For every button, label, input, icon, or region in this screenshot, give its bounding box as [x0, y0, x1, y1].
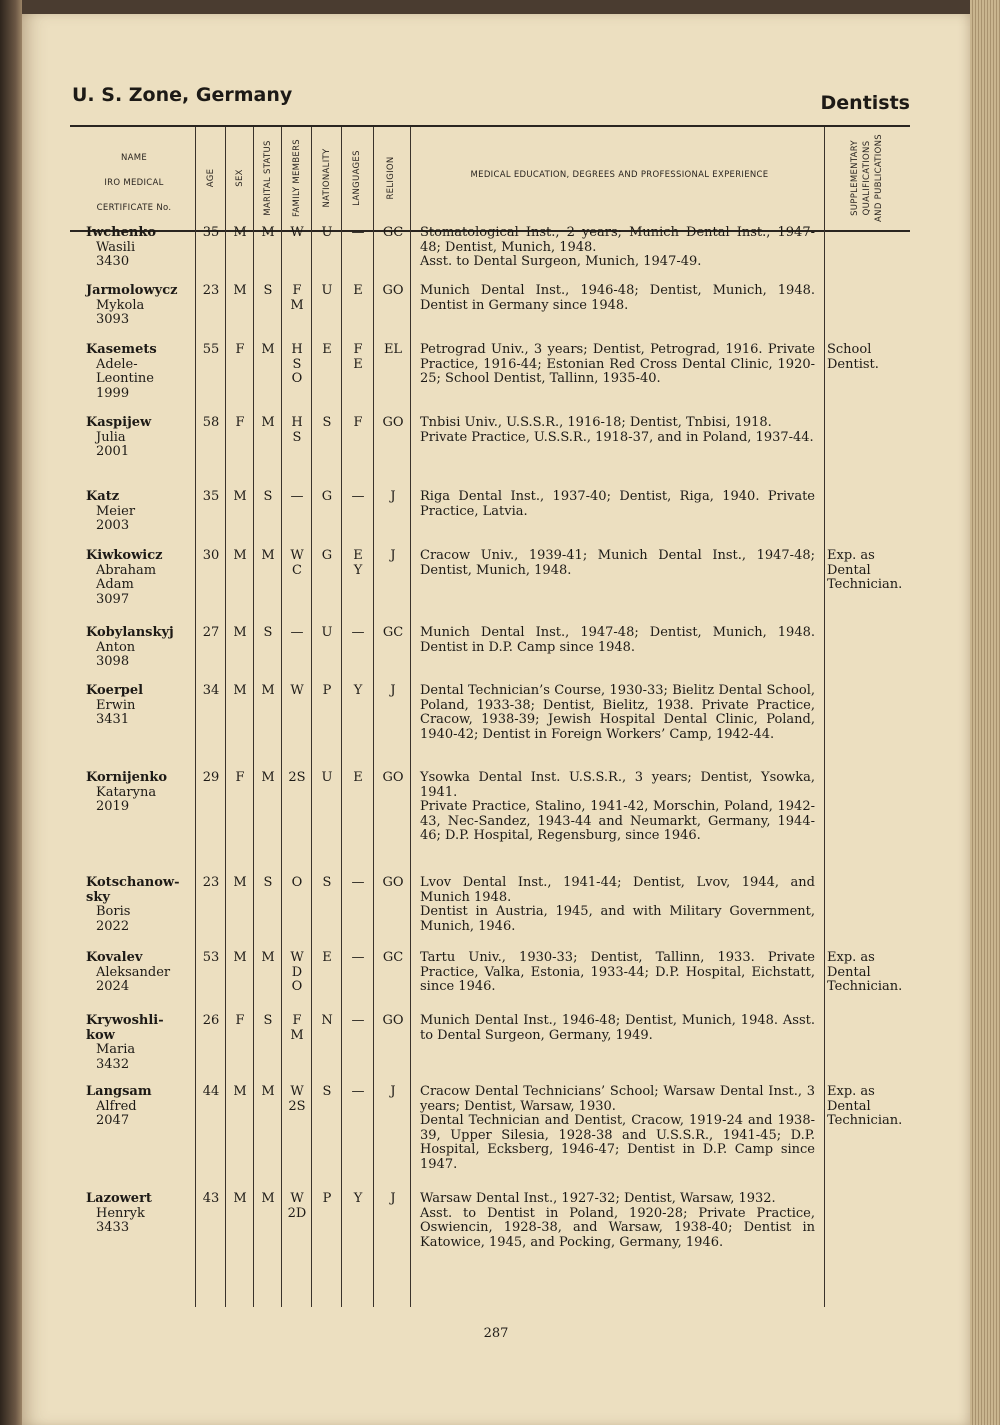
surname: Koerpel [86, 683, 144, 698]
education-paragraph: Tartu Univ., 1930-33; Dentist, Tallinn, 1933. Private Practice, Valka, Estonia, 1933-44; D.P. Hospital, Eichstatt, since 1946. [420, 950, 815, 994]
education-paragraph: Munich Dental Inst., 1947-48; Dentist, Munich, 1948. Dentist in D.P. Camp since 1948. [420, 625, 815, 655]
certificate-number: 2003 [96, 518, 130, 533]
family-code: W [290, 683, 304, 698]
cell-religion: GO [382, 283, 404, 298]
supplementary-line: Dentist. [827, 356, 879, 372]
cell-supplementary [827, 549, 917, 593]
surname: Langsam [86, 1084, 152, 1099]
given-name: Julia [96, 429, 126, 445]
given-name: Maria [96, 1042, 136, 1057]
cell-age: 34 [202, 683, 220, 698]
cell-family [283, 284, 311, 313]
education-paragraph: Munich Dental Inst., 1946-48; Dentist, Munich, 1948. Dentist in Germany since 1948. [420, 283, 815, 313]
cell-education [420, 684, 815, 742]
cell-age: 30 [202, 548, 220, 563]
cell-languages [343, 284, 373, 299]
family-code: S [292, 356, 302, 372]
cell-languages [343, 684, 373, 699]
cell-supplementary [827, 1085, 917, 1129]
cell-religion: J [390, 1191, 396, 1206]
surname: Kornijenko [86, 770, 168, 785]
surname: Kotschanow- [86, 875, 180, 890]
supplementary-line: Exp. as [827, 1084, 875, 1099]
cell-family [283, 416, 311, 445]
certificate-number: 3093 [96, 312, 130, 327]
column-header-family-members: FAMILY MEMBERS [292, 139, 302, 218]
cell-marital: M [261, 548, 275, 563]
languages-code: — [351, 489, 365, 504]
certificate-number: 2019 [96, 799, 130, 814]
family-code: O [291, 875, 303, 890]
cell-nationality: U [321, 770, 333, 785]
given-name: Wasili [96, 239, 136, 255]
cell-sex: M [233, 283, 247, 298]
education-paragraph: Ysowka Dental Inst. U.S.S.R., 3 years; Dentist, Ysowka, 1941. [420, 770, 815, 800]
entry-name [86, 549, 196, 607]
certificate-number: 3097 [96, 591, 130, 607]
cell-languages [343, 226, 373, 241]
education-paragraph: Cracow Univ., 1939-41; Munich Dental Inst., 1947-48; Dentist, Munich, 1948. [420, 548, 815, 578]
supplementary-line: Dental [827, 964, 871, 980]
education-paragraph: Private Practice, U.S.S.R., 1918-37, and in Poland, 1937-44. [420, 429, 814, 445]
cell-family [283, 490, 311, 505]
certificate-number: 3432 [96, 1056, 130, 1072]
cell-education [420, 951, 815, 995]
section-title: Dentists [820, 92, 910, 114]
cell-age: 35 [202, 225, 220, 240]
education-paragraph: Tnbisi Univ., U.S.S.R., 1916-18; Dentist, Tnbisi, 1918. [420, 415, 772, 430]
given-name: Henryk [96, 1205, 145, 1221]
column-divider [225, 127, 226, 1307]
entry-name [86, 343, 196, 401]
certificate-number: 3098 [96, 654, 130, 669]
entry-name [86, 490, 196, 534]
given-name: Adele- [96, 356, 138, 372]
cell-religion: GC [382, 950, 404, 965]
supplementary-line: Exp. as [827, 548, 875, 563]
cell-nationality: P [322, 683, 332, 698]
given-name: Meier [96, 503, 136, 519]
cell-marital: M [261, 225, 275, 240]
cell-religion: GO [382, 1013, 404, 1028]
cell-religion: GC [382, 225, 404, 240]
cell-marital: M [261, 770, 275, 785]
certificate-number: 3430 [96, 254, 130, 269]
certificate-number: 3431 [96, 712, 130, 727]
cell-marital: M [261, 1191, 275, 1206]
column-divider [253, 127, 254, 1307]
entry-name [86, 416, 196, 460]
cell-sex: M [233, 625, 247, 640]
cell-nationality: U [321, 625, 333, 640]
cell-sex: M [233, 683, 247, 698]
languages-code: Y [353, 1191, 363, 1206]
surname: Jarmolowycz [86, 283, 178, 298]
entry-name [86, 771, 196, 815]
cell-education [420, 876, 815, 934]
cell-languages [343, 343, 373, 372]
cell-nationality: S [322, 415, 332, 430]
cell-sex: M [233, 950, 247, 965]
cell-family [283, 951, 311, 995]
supplementary-line: Exp. as [827, 950, 875, 965]
cell-age: 53 [202, 950, 220, 965]
surname: Kovalev [86, 950, 143, 965]
cell-religion: EL [383, 342, 403, 357]
cell-education [420, 771, 815, 844]
cell-age: 43 [202, 1191, 220, 1206]
column-header-nationality: NATIONALITY [322, 148, 332, 208]
certificate-number: 3433 [96, 1220, 130, 1235]
cell-education [420, 284, 815, 313]
surname: Kiwkowicz [86, 548, 163, 563]
cell-education [420, 1085, 815, 1172]
cell-marital: S [263, 283, 273, 298]
languages-code: — [351, 1013, 365, 1028]
cell-education [420, 1192, 815, 1250]
family-code: 2S [288, 1098, 306, 1114]
cell-supplementary [827, 951, 917, 995]
languages-code: E [353, 770, 363, 785]
family-code: M [290, 1027, 304, 1043]
cell-marital: M [261, 683, 275, 698]
page-number: 287 [483, 1326, 509, 1341]
column-header-education: MEDICAL EDUCATION, DEGREES AND PROFESSIONAL EXPERIENCE [470, 170, 769, 180]
languages-code: — [351, 875, 365, 890]
languages-code: — [351, 1084, 365, 1099]
cell-education [420, 226, 815, 270]
family-code: W [290, 548, 304, 563]
supplementary-line: Technician. [827, 979, 903, 994]
entry-name [86, 876, 196, 934]
family-code: S [292, 429, 302, 445]
supplementary-line: Technician. [827, 577, 903, 592]
header-rule-top [70, 125, 910, 127]
languages-code: — [351, 625, 365, 640]
given-name: Abraham [96, 562, 157, 578]
column-header-sex: SEX [235, 169, 245, 187]
cell-nationality: G [321, 489, 333, 504]
family-code: M [290, 297, 304, 313]
cell-languages [343, 1192, 373, 1207]
cell-nationality: P [322, 1191, 332, 1206]
surname: Katz [86, 489, 120, 504]
cell-family [283, 626, 311, 641]
entry-name [86, 1014, 196, 1072]
family-code: 2S [288, 770, 306, 785]
entry-name [86, 684, 196, 728]
column-divider [281, 127, 282, 1307]
certificate-number: 2001 [96, 444, 130, 459]
cell-sex: M [233, 225, 247, 240]
languages-code: Y [353, 683, 363, 698]
cell-languages [343, 876, 373, 891]
surname-continuation: sky [86, 889, 110, 905]
cell-sex: F [235, 1013, 245, 1028]
education-paragraph: Warsaw Dental Inst., 1927-32; Dentist, Warsaw, 1932. [420, 1191, 776, 1206]
cell-age: 23 [202, 875, 220, 890]
education-paragraph: Dentist in Austria, 1945, and with Military Government, Munich, 1946. [420, 904, 815, 934]
family-code: W [290, 225, 304, 240]
cell-sex: M [233, 548, 247, 563]
entry-name [86, 226, 196, 270]
cell-age: 29 [202, 770, 220, 785]
cell-sex: M [233, 489, 247, 504]
family-code: D [291, 964, 303, 980]
supplementary-line: Dental [827, 1098, 871, 1114]
languages-code: — [351, 225, 365, 240]
given-name: Adam [96, 577, 134, 592]
cell-religion: J [390, 1084, 396, 1099]
cell-marital: S [263, 1013, 273, 1028]
cell-nationality: U [321, 225, 333, 240]
cell-family [283, 343, 311, 387]
cell-religion: J [390, 489, 396, 504]
cell-sex: F [235, 770, 245, 785]
languages-code: F [353, 415, 363, 430]
zone-title: U. S. Zone, Germany [72, 84, 293, 106]
education-paragraph: Stomatological Inst., 2 years; Munich Dental Inst., 1947-48; Dentist, Munich, 1948. [420, 225, 815, 255]
column-divider [373, 127, 374, 1307]
cell-sex: M [233, 875, 247, 890]
education-paragraph: Munich Dental Inst., 1946-48; Dentist, Munich, 1948. Asst. to Dental Surgeon, Germany, 1949. [420, 1013, 815, 1043]
certificate-number: 2022 [96, 918, 130, 934]
cell-nationality: E [322, 950, 332, 965]
family-code: — [290, 625, 304, 640]
education-paragraph: Asst. to Dentist in Poland, 1920-28; Private Practice, Oswiencin, 1928-38, and Warsaw, 1938-40; Dentist in Katowice, 1945, and Pocking, Germany, 1946. [420, 1205, 815, 1250]
cell-languages [343, 626, 373, 641]
cell-age: 26 [202, 1013, 220, 1028]
entry-name [86, 1085, 196, 1129]
cell-marital: M [261, 950, 275, 965]
languages-code: Y [353, 562, 363, 578]
cell-supplementary [827, 343, 917, 372]
education-paragraph: Riga Dental Inst., 1937-40; Dentist, Riga, 1940. Private Practice, Latvia. [420, 489, 815, 519]
column-header-marital-status: MARITAL STATUS [263, 140, 273, 216]
education-paragraph: Dental Technician’s Course, 1930-33; Bielitz Dental School, Poland, 1933-38; Dentist, Bielitz, 1938. Private Practice, Cracow, 1938-39; Jewish Hospital Dental Clinic, Poland, 1940-42; Dentist in Foreign Workers’ Camp, 1942-44. [420, 683, 815, 742]
given-name: Boris [96, 904, 131, 919]
languages-code: E [353, 283, 363, 298]
certificate-number: 2024 [96, 979, 130, 994]
family-code: H [291, 342, 303, 357]
cell-education [420, 343, 815, 387]
column-header-name: NAME IRO MEDICAL CERTIFICATE No. [96, 153, 172, 213]
column-divider [824, 127, 825, 1307]
entry-name [86, 284, 196, 328]
cell-languages [343, 951, 373, 966]
given-name: Erwin [96, 697, 136, 713]
cell-religion: GO [382, 415, 404, 430]
certificate-number: 1999 [96, 385, 130, 401]
family-code: C [292, 562, 302, 578]
cell-family [283, 771, 311, 786]
family-code: O [291, 371, 303, 386]
cell-religion: GC [382, 625, 404, 640]
cell-sex: F [235, 342, 245, 357]
column-header-languages: LANGUAGES [352, 150, 362, 206]
cell-languages [343, 549, 373, 578]
book-spine [0, 0, 22, 1425]
cell-languages [343, 1014, 373, 1029]
family-code: F [292, 1013, 302, 1028]
cell-religion: J [390, 548, 396, 563]
surname: Krywoshli- [86, 1013, 164, 1028]
cell-family [283, 549, 311, 578]
cell-age: 58 [202, 415, 220, 430]
cell-nationality: E [322, 342, 332, 357]
cell-family [283, 876, 311, 891]
education-paragraph: Petrograd Univ., 3 years; Dentist, Petrograd, 1916. Private Practice, 1916-44; Estonian Red Cross Dental Clinic, 1920-25; School Dentist, Tallinn, 1935-40. [420, 342, 815, 386]
family-code: H [291, 415, 303, 430]
given-name: Leontine [96, 371, 154, 386]
column-divider [410, 127, 411, 1307]
family-code: W [290, 1191, 304, 1206]
column-divider [341, 127, 342, 1307]
cell-marital: M [261, 1084, 275, 1099]
education-paragraph: Asst. to Dental Surgeon, Munich, 1947-49. [420, 254, 702, 269]
education-paragraph: Lvov Dental Inst., 1941-44; Dentist, Lvov, 1944, and Munich 1948. [420, 875, 815, 905]
supplementary-line: School [827, 342, 872, 357]
cell-family [283, 1192, 311, 1221]
languages-code: F [353, 342, 363, 357]
surname: Iwchenko [86, 225, 157, 240]
cell-sex: F [235, 415, 245, 430]
column-header-age: AGE [206, 168, 216, 188]
languages-code: E [353, 356, 363, 372]
surname: Kasemets [86, 342, 157, 357]
given-name: Anton [96, 639, 136, 655]
surname-continuation: kow [86, 1027, 115, 1043]
entry-name [86, 951, 196, 995]
page [22, 14, 970, 1425]
cell-education [420, 549, 815, 578]
cell-marital: M [261, 415, 275, 430]
cell-religion: GO [382, 875, 404, 890]
cell-marital: M [261, 342, 275, 357]
page-edges [970, 0, 1000, 1425]
cell-age: 27 [202, 625, 220, 640]
given-name: Kataryna [96, 784, 157, 800]
supplementary-line: Technician. [827, 1113, 903, 1128]
cell-age: 35 [202, 489, 220, 504]
family-code: F [292, 283, 302, 298]
family-code: 2D [287, 1205, 307, 1221]
cell-religion: J [390, 683, 396, 698]
cell-age: 44 [202, 1084, 220, 1099]
cell-family [283, 684, 311, 699]
surname: Lazowert [86, 1191, 152, 1206]
cell-marital: S [263, 875, 273, 890]
cell-nationality: S [322, 875, 332, 890]
cell-languages [343, 1085, 373, 1100]
family-code: W [290, 1084, 304, 1099]
surname: Kaspijew [86, 415, 152, 430]
cell-languages [343, 771, 373, 786]
cell-family [283, 1014, 311, 1043]
education-paragraph: Cracow Dental Technicians’ School; Warsaw Dental Inst., 3 years; Dentist, Warsaw, 1930. [420, 1084, 815, 1114]
given-name: Alfred [96, 1098, 137, 1114]
cell-marital: S [263, 489, 273, 504]
cell-family [283, 226, 311, 241]
entry-name [86, 1192, 196, 1236]
cell-family [283, 1085, 311, 1114]
cell-nationality: G [321, 548, 333, 563]
family-code: O [291, 979, 303, 994]
cell-nationality: S [322, 1084, 332, 1099]
cell-education [420, 490, 815, 519]
cell-languages [343, 490, 373, 505]
surname: Kobylanskyj [86, 625, 174, 640]
cell-sex: M [233, 1191, 247, 1206]
cell-marital: S [263, 625, 273, 640]
cell-religion: GO [382, 770, 404, 785]
given-name: Mykola [96, 297, 145, 313]
entry-name [86, 626, 196, 670]
cell-languages [343, 416, 373, 431]
cell-nationality: N [321, 1013, 333, 1028]
cell-sex: M [233, 1084, 247, 1099]
column-divider [311, 127, 312, 1307]
cell-education [420, 1014, 815, 1043]
cell-education [420, 416, 815, 445]
column-header-supplementary: SUPPLEMENTARY QUALIFICATIONS AND PUBLICATIONS [850, 134, 884, 222]
cell-age: 23 [202, 283, 220, 298]
cell-education [420, 626, 815, 655]
column-header-religion: RELIGION [386, 156, 396, 200]
languages-code: — [351, 950, 365, 965]
education-paragraph: Dental Technician and Dentist, Cracow, 1919-24 and 1938-39, Upper Silesia, 1928-38 and U.S.S.R., 1941-45; D.P. Hospital, Ecksberg, 1946-47; Dentist in D.P. Camp since 1947. [420, 1113, 815, 1172]
certificate-number: 2047 [96, 1113, 130, 1128]
family-code: — [290, 489, 304, 504]
cell-age: 55 [202, 342, 220, 357]
languages-code: E [353, 548, 363, 563]
given-name: Aleksander [96, 964, 171, 980]
cell-nationality: U [321, 283, 333, 298]
education-paragraph: Private Practice, Stalino, 1941-42, Morschin, Poland, 1942-43, Nec-Sandez, 1943-44 and Neumarkt, Germany, 1944-46; D.P. Hospital, Regensburg, since 1946. [420, 799, 815, 843]
supplementary-line: Dental [827, 562, 871, 578]
family-code: W [290, 950, 304, 965]
